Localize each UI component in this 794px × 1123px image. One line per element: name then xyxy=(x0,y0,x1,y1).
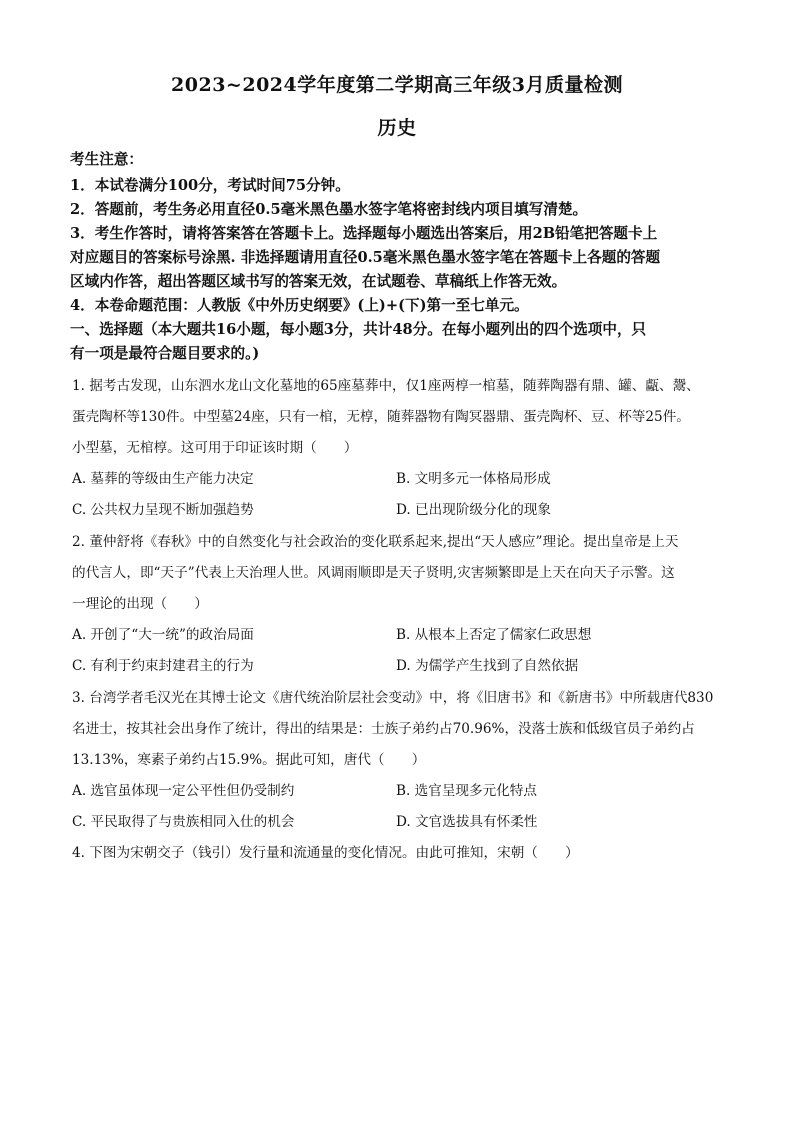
notice-item: 对应题目的答案标号涂黑. 非选择题请用直径0.5毫米黑色墨水签字笔在答题卡上各题的答题 xyxy=(70,249,661,266)
question-3-option-c: C. 平民取得了与贵族相同入仕的机会 xyxy=(72,814,295,830)
question-2-text: 2. 董仲舒将《春秋》中的自然变化与社会政治的变化联系起来,提出“天人感应”理论。提出皇帝是上天 xyxy=(72,534,679,550)
question-3-text: 3. 台湾学者毛汉光在其博士论文《唐代统治阶层社会变动》中，将《旧唐书》和《新唐书》中所载唐代830 xyxy=(72,690,714,706)
question-1-text: 小型墓，无棺椁。这可用于印证该时期（ ） xyxy=(72,440,358,456)
question-1-text: 1. 据考古发现，山东泗水龙山文化墓地的65座墓葬中，仅1座两椁一棺墓，随葬陶器有鼎、罐、甗、鬶、 xyxy=(72,378,700,394)
question-1-option-b: B. 文明多元一体格局形成 xyxy=(396,471,551,487)
question-1-text: 蛋壳陶杯等130件。中型墓24座，只有一棺，无椁，随葬器物有陶冥器鼎、蛋壳陶杯、豆、杯等25件。 xyxy=(72,409,690,425)
question-3-option-a: A. 选官虽体现一定公平性但仍受制约 xyxy=(72,783,295,799)
question-2-option-a: A. 开创了“大一统”的政治局面 xyxy=(72,627,254,643)
question-2-option-c: C. 有利于约束封建君主的行为 xyxy=(72,658,254,674)
notice-item: 区域内作答，超出答题区域书写的答案无效，在试题卷、草稿纸上作答无效。 xyxy=(70,273,567,290)
question-3-text: 13.13%，寒素子弟约占15.9%。据此可知，唐代（ ） xyxy=(72,752,426,768)
question-1-option-d: D. 已出现阶级分化的现象 xyxy=(396,502,551,518)
question-4-text: 4. 下图为宋朝交子（钱引）发行量和流通量的变化情况。由此可推知，宋朝（ ） xyxy=(72,845,579,861)
question-2-option-d: D. 为儒学产生找到了自然依据 xyxy=(396,658,579,674)
section-heading: 一、选择题（本大题共16小题，每小题3分，共计48分。在每小题列出的四个选项中，只 xyxy=(70,321,647,338)
notice-item: 4．本卷命题范围：人教版《中外历史纲要》(上)+(下)第一至七单元。 xyxy=(70,297,529,314)
question-1-option-c: C. 公共权力呈现不断加强趋势 xyxy=(72,502,254,518)
exam-title: 2023~2024学年度第二学期高三年级3月质量检测 xyxy=(171,74,623,96)
question-3-option-b: B. 选官呈现多元化特点 xyxy=(396,783,537,799)
subject-title: 历史 xyxy=(377,117,417,139)
question-2-text: 的代言人，即“天子”代表上天治理人世。风调雨顺即是天子贤明,灾害频繁即是上天在向天子示警。这 xyxy=(72,565,675,581)
question-2-text: 一理论的出现（ ） xyxy=(72,596,208,612)
notice-item: 3．考生作答时，请将答案答在答题卡上。选择题每小题选出答案后，用2B铅笔把答题卡上 xyxy=(70,225,658,242)
notice-item: 1．本试卷满分100分，考试时间75分钟。 xyxy=(70,177,350,194)
notice-heading: 考生注意： xyxy=(70,151,143,168)
question-3-text: 名进士，按其社会出身作了统计，得出的结果是：士族子弟约占70.96%，没落士族和低级官员子弟约占 xyxy=(72,721,695,737)
question-1-option-a: A. 墓葬的等级由生产能力决定 xyxy=(72,471,254,487)
notice-item: 2．答题前，考生务必用直径0.5毫米黑色墨水签字笔将密封线内项目填写清楚。 xyxy=(70,201,588,218)
section-heading-cont: 有一项是最符合题目要求的。) xyxy=(70,345,260,362)
question-2-option-b: B. 从根本上否定了儒家仁政思想 xyxy=(396,627,592,643)
question-3-option-d: D. 文官选拔具有怀柔性 xyxy=(396,814,538,830)
